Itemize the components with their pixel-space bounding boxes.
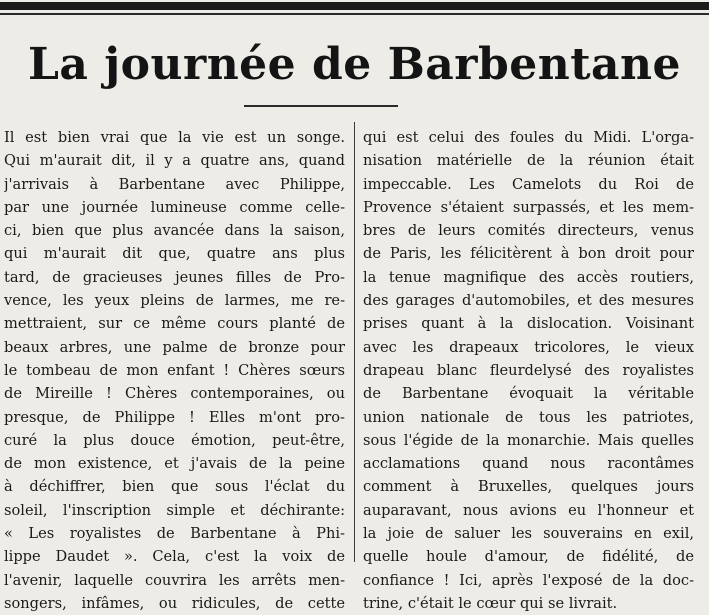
article-text-line: beaux arbres, une palme de bronze pour	[4, 338, 345, 356]
article-text-line: l'avenir, laquelle couvrira les arrêts men-	[4, 571, 345, 589]
article-text-line: à déchiffrer, bien que sous l'éclat du	[4, 478, 345, 496]
article-text-line: lippe Daudet ». Cela, c'est la voix de	[4, 548, 345, 566]
article-text-line: qui m'aurait dit que, quatre ans plus	[4, 245, 345, 263]
article-text-line: qui est celui des foules du Midi. L'orga-	[363, 129, 694, 146]
article-text-line: de Paris, les félicitèrent à bon droit pour	[363, 245, 694, 263]
article-text-line: quelle houle d'amour, de fidélité, de	[363, 548, 694, 566]
article-text-line: impeccable. Les Camelots du Roi de	[363, 175, 694, 193]
article-text-line: trine, c'était le cœur qui se livrait.	[363, 594, 618, 612]
article-text-line: des garages d'automobiles, et des mesures	[363, 292, 694, 310]
article-text-line: Qui m'aurait dit, il y a quatre ans, quand	[4, 152, 345, 170]
article-text-line: bres de leurs comités directeurs, venus	[363, 222, 694, 240]
article-text-line: avec les drapeaux tricolores, le vieux	[363, 338, 694, 356]
headline-underline-rule	[244, 105, 398, 107]
article-text-line: de mon existence, et j'avais de la peine	[4, 455, 345, 473]
article-headline: La journée de Barbentane	[27, 39, 682, 90]
article-text-line: acclamations quand nous racontâmes	[363, 455, 694, 473]
article-text-line: ci, bien que plus avancée dans la saison,	[4, 222, 345, 240]
article-text-line: de Barbentane évoquait la véritable	[363, 385, 694, 403]
article-right-column	[363, 126, 694, 615]
article-text-line: par une journée lumineuse comme celle-	[4, 198, 345, 216]
article-left-column	[4, 126, 345, 615]
article-text-line: curé la plus douce émotion, peut-être,	[4, 431, 345, 449]
article-text-line: Provence s'étaient surpassés, et les mem-	[363, 198, 694, 216]
article-text-line: songers, infâmes, ou ridicules, de cette	[4, 594, 345, 612]
article-text-line: presque, de Philippe ! Elles m'ont pro-	[4, 408, 345, 426]
top-border-rule	[0, 2, 709, 10]
article-text-line: tard, de gracieuses jeunes filles de Pro-	[4, 268, 345, 286]
article-text-line: comment à Bruxelles, quelques jours	[363, 478, 694, 496]
article-text-line: soleil, l'inscription simple et déchirante:	[4, 501, 345, 519]
article-text-line: de Mireille ! Chères contemporaines, ou	[4, 385, 345, 403]
article-text-line: sous l'égide de la monarchie. Mais quelles	[363, 431, 694, 449]
article-text-line: la tenue magnifique des accès routiers,	[363, 268, 694, 286]
article-text-line: nisation matérielle de la réunion était	[363, 152, 694, 170]
article-text-line: prises quant à la dislocation. Voisinant	[363, 315, 694, 333]
top-border-thin-rule	[0, 13, 709, 15]
article-text-line: union nationale de tous les patriotes,	[363, 408, 694, 426]
article-text-line: le tombeau de mon enfant ! Chères sœurs	[4, 361, 345, 379]
article-text-line: drapeau blanc fleurdelysé des royalistes	[363, 361, 694, 379]
article-text-line: Il est bien vrai que la vie est un songe.	[4, 129, 345, 146]
article-text-line: vence, les yeux pleins de larmes, me re-	[4, 292, 345, 310]
article-text-line: mettraient, sur ce même cours planté de	[4, 315, 345, 333]
article-text-line: auparavant, nous avions eu l'honneur et	[363, 501, 694, 519]
article-text-line: la joie de saluer les souverains en exil,	[363, 525, 694, 543]
article-text-line: j'arrivais à Barbentane avec Philippe,	[4, 175, 345, 193]
article-text-line: confiance ! Ici, après l'exposé de la doc-	[363, 571, 694, 589]
column-divider	[354, 122, 355, 562]
article-text-line: « Les royalistes de Barbentane à Phi-	[4, 525, 345, 543]
